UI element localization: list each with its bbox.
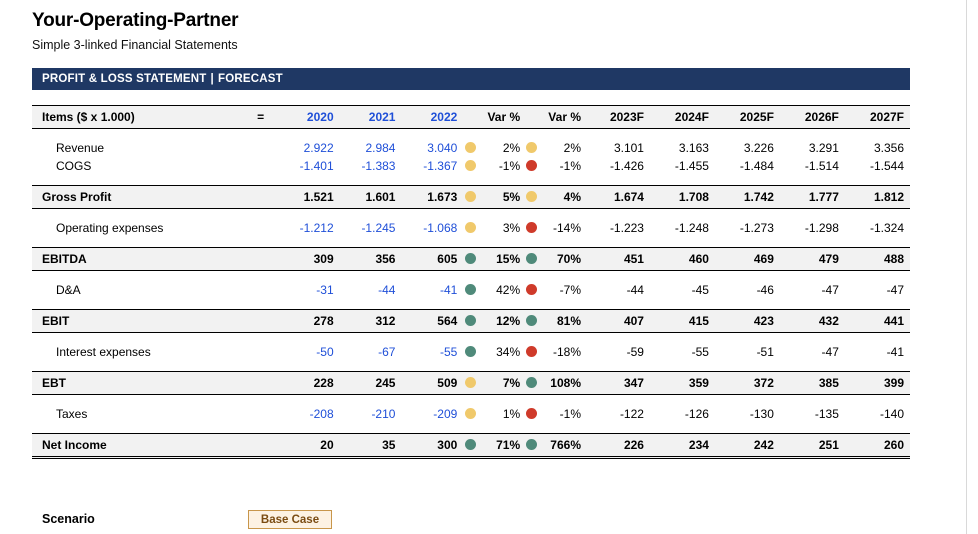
cell-2024f: 3.163 (678, 141, 709, 155)
cell-var1-status-dot (524, 281, 539, 299)
cell-2020: -1.212 (299, 221, 334, 235)
spacer-cell (32, 423, 780, 434)
cell-2026f: -47 (821, 345, 839, 359)
column-header-2022: 2022 (401, 106, 463, 129)
cell-var1: 5% (479, 186, 525, 209)
banner-separator: | (210, 73, 214, 85)
spacer-cell (32, 271, 780, 282)
row-equals-cell (243, 372, 277, 395)
cell-2022: 509 (401, 372, 463, 395)
cell-2026f: -135 (814, 407, 839, 421)
cell-var1-status-dot (524, 139, 539, 157)
table-row (32, 219, 910, 237)
cell-var1-status-dot (524, 434, 539, 458)
cell-var1: 1% (502, 407, 521, 421)
cell-2027f: -1.544 (869, 159, 904, 173)
cell-2022: 300 (401, 434, 463, 458)
cell-2024f: -55 (691, 345, 709, 359)
status-dot-green-icon (465, 315, 476, 326)
cell-2024f: 460 (650, 248, 715, 271)
cell-2020: -31 (316, 283, 334, 297)
column-header-2027f: 2027F (845, 106, 910, 129)
cell-2026f: 3.291 (808, 141, 839, 155)
cell-2022-status-dot (463, 372, 478, 395)
spacer-row (32, 129, 910, 140)
cell-2020: -208 (309, 407, 334, 421)
row-equals-cell (243, 248, 277, 271)
cell-2024f: 359 (650, 372, 715, 395)
cell-2026f: -1.298 (804, 221, 839, 235)
table-row (32, 372, 910, 395)
cell-2022-status-dot (463, 281, 478, 299)
cell-2026f: 1.777 (780, 186, 845, 209)
status-dot-green-icon (465, 439, 476, 450)
column-header-2026f: 2026F (780, 106, 845, 129)
cell-var2: 766% (539, 434, 585, 458)
status-dot-red-icon (526, 408, 537, 419)
table-row (32, 434, 910, 458)
cell-2022: -41 (439, 283, 458, 297)
status-dot-green-icon (526, 253, 537, 264)
cell-2026f: 385 (780, 372, 845, 395)
status-dot-green-icon (526, 377, 537, 388)
row-equals-cell (243, 157, 277, 175)
cell-2024f: -1.455 (674, 159, 709, 173)
cell-2025f: 242 (715, 434, 780, 458)
column-header-items: Items ($ x 1.000) (32, 106, 243, 129)
cell-2022: 605 (401, 248, 463, 271)
cell-2022-status-dot (463, 248, 478, 271)
cell-2020: 2.922 (303, 141, 334, 155)
banner-sub-label: FORECAST (217, 73, 283, 85)
cell-2022: -1.367 (423, 159, 458, 173)
cell-2021: -1.245 (361, 221, 396, 235)
cell-var1: 2% (502, 141, 521, 155)
cell-2020: 1.521 (278, 186, 340, 209)
cell-2020: 309 (278, 248, 340, 271)
status-dot-red-icon (526, 346, 537, 357)
table-header-row (32, 106, 910, 129)
scenario-label: Scenario (42, 512, 95, 526)
cell-2022-status-dot (463, 139, 478, 157)
cell-2023f: -1.426 (609, 159, 644, 173)
cell-var1-status-dot (524, 405, 539, 423)
cell-var1-status-dot (524, 310, 539, 333)
cell-var1-status-dot (524, 219, 539, 237)
column-header-equals: = (243, 106, 277, 129)
cell-var2: 2% (563, 141, 581, 155)
cell-2022-status-dot (463, 310, 478, 333)
cell-2023f: 347 (585, 372, 650, 395)
row-label: COGS (56, 159, 92, 173)
cell-2026f: -47 (821, 283, 839, 297)
cell-2024f: 1.708 (650, 186, 715, 209)
cell-2023f: -1.223 (609, 221, 644, 235)
spacer-row (32, 175, 910, 186)
status-dot-yellow-icon (465, 222, 476, 233)
cell-2021: 356 (340, 248, 402, 271)
row-label: Gross Profit (32, 186, 243, 209)
cell-2022-status-dot (463, 343, 478, 361)
cell-2024f: 415 (650, 310, 715, 333)
cell-var2: -14% (552, 221, 581, 235)
status-dot-yellow-icon (465, 191, 476, 202)
cell-2027f: -1.324 (869, 221, 904, 235)
column-header-2025f: 2025F (715, 106, 780, 129)
cell-var1: -1% (498, 159, 521, 173)
status-dot-yellow-icon (526, 191, 537, 202)
cell-2022-status-dot (463, 434, 478, 458)
table-row (32, 405, 910, 423)
cell-var2: -18% (552, 345, 581, 359)
cell-2023f: 451 (585, 248, 650, 271)
cell-2027f: -47 (886, 283, 904, 297)
cell-var1-status-dot (524, 157, 539, 175)
cell-2025f: 372 (715, 372, 780, 395)
cell-2027f: 260 (845, 434, 910, 458)
cell-2024f: -126 (684, 407, 709, 421)
cell-2020: 228 (278, 372, 340, 395)
spacer-cell (32, 361, 780, 372)
cell-2025f: -1.273 (739, 221, 774, 235)
row-label: EBIT (32, 310, 243, 333)
cell-var1: 15% (479, 248, 525, 271)
cell-2027f: 399 (845, 372, 910, 395)
status-dot-green-icon (465, 284, 476, 295)
column-header-dot-spacer (463, 106, 478, 129)
row-equals-cell (243, 343, 277, 361)
cell-2022: -55 (439, 345, 458, 359)
cell-var1: 12% (479, 310, 525, 333)
spacer-cell (32, 395, 780, 406)
spacer-row (32, 395, 910, 406)
status-dot-yellow-icon (465, 142, 476, 153)
cell-var1-status-dot (524, 248, 539, 271)
cell-2021: -210 (371, 407, 396, 421)
spacer-cell (32, 129, 780, 140)
cell-var1: 42% (496, 283, 521, 297)
table-row (32, 310, 910, 333)
cell-2025f: -1.484 (739, 159, 774, 173)
cell-2020: -1.401 (299, 159, 334, 173)
spacer-row (32, 209, 910, 220)
scenario-value: Base Case (260, 513, 320, 526)
cell-2021: 2.984 (365, 141, 396, 155)
cell-2025f: 3.226 (743, 141, 774, 155)
row-equals-cell (243, 186, 277, 209)
cell-2026f: 479 (780, 248, 845, 271)
status-dot-none-icon (465, 111, 476, 122)
cell-2021: 245 (340, 372, 402, 395)
cell-2020: 20 (278, 434, 340, 458)
cell-2024f: 234 (650, 434, 715, 458)
spacer-cell (32, 237, 780, 248)
section-banner (32, 68, 910, 90)
cell-var2: 108% (539, 372, 585, 395)
status-dot-red-icon (526, 284, 537, 295)
status-dot-yellow-icon (526, 142, 537, 153)
cell-2023f: -44 (626, 283, 644, 297)
table-row (32, 281, 910, 299)
cell-var1-status-dot (524, 372, 539, 395)
cell-2025f: 1.742 (715, 186, 780, 209)
spacer-row (32, 271, 910, 282)
cell-var1: 34% (496, 345, 521, 359)
table-row (32, 157, 910, 175)
right-margin-divider (966, 0, 978, 534)
cell-2022: -1.068 (423, 221, 458, 235)
cell-2027f: 3.356 (873, 141, 904, 155)
cell-var2: 70% (539, 248, 585, 271)
row-label: Net Income (32, 434, 243, 458)
row-equals-cell (243, 219, 277, 237)
spacer-row (32, 333, 910, 344)
status-dot-none-icon (526, 111, 537, 122)
cell-2023f: 407 (585, 310, 650, 333)
cell-2022: 564 (401, 310, 463, 333)
cell-2022-status-dot (463, 157, 478, 175)
row-equals-cell (243, 310, 277, 333)
cell-2025f: -46 (756, 283, 774, 297)
spacer-row (32, 299, 910, 310)
cell-var2: 81% (539, 310, 585, 333)
banner-main-label: PROFIT & LOSS STATEMENT (42, 73, 207, 85)
cell-2026f: 432 (780, 310, 845, 333)
cell-2023f: -59 (626, 345, 644, 359)
cell-var1-status-dot (524, 343, 539, 361)
cell-2023f: -122 (619, 407, 644, 421)
spacer-cell (32, 299, 780, 310)
row-label: Interest expenses (56, 345, 151, 359)
status-dot-green-icon (526, 315, 537, 326)
status-dot-red-icon (526, 160, 537, 171)
cell-2022: 1.673 (401, 186, 463, 209)
spacer-row (32, 237, 910, 248)
cell-2027f: 441 (845, 310, 910, 333)
status-dot-red-icon (526, 222, 537, 233)
row-equals-cell (243, 405, 277, 423)
spacer-row (32, 361, 910, 372)
cell-2021: -44 (378, 283, 396, 297)
cell-2025f: 469 (715, 248, 780, 271)
spacer-cell (32, 333, 780, 344)
status-dot-yellow-icon (465, 408, 476, 419)
cell-2027f: 488 (845, 248, 910, 271)
column-header-2024f: 2024F (650, 106, 715, 129)
row-label: Taxes (56, 407, 88, 421)
cell-2021: 1.601 (340, 186, 402, 209)
table-row (32, 343, 910, 361)
column-header-var2: Var % (539, 106, 585, 129)
status-dot-yellow-icon (465, 377, 476, 388)
row-label: EBITDA (32, 248, 243, 271)
table-row (32, 139, 910, 157)
status-dot-yellow-icon (465, 160, 476, 171)
row-label: Operating expenses (56, 221, 164, 235)
spacer-row (32, 423, 910, 434)
status-dot-green-icon (465, 253, 476, 264)
column-header-2021: 2021 (340, 106, 402, 129)
cell-2026f: 251 (780, 434, 845, 458)
cell-2023f: 1.674 (585, 186, 650, 209)
row-equals-cell (243, 434, 277, 458)
cell-2021: 35 (340, 434, 402, 458)
cell-2025f: -51 (756, 345, 774, 359)
page-subtitle: Simple 3-linked Financial Statements (32, 38, 238, 52)
table-row (32, 248, 910, 271)
row-equals-cell (243, 281, 277, 299)
cell-2022: -209 (433, 407, 458, 421)
cell-2022-status-dot (463, 219, 478, 237)
row-label: D&A (56, 283, 81, 297)
cell-var2: -1% (559, 407, 581, 421)
row-label: EBT (32, 372, 243, 395)
cell-2023f: 3.101 (613, 141, 644, 155)
column-header-dot-spacer-2 (524, 106, 539, 129)
status-dot-green-icon (465, 346, 476, 357)
cell-2020: 278 (278, 310, 340, 333)
pl-statement-table (32, 105, 910, 459)
cell-2027f: -140 (879, 407, 904, 421)
status-dot-green-icon (526, 439, 537, 450)
column-header-2020: 2020 (278, 106, 340, 129)
cell-2024f: -45 (691, 283, 709, 297)
table-row (32, 186, 910, 209)
column-header-2023f: 2023F (585, 106, 650, 129)
cell-2024f: -1.248 (674, 221, 709, 235)
cell-2022: 3.040 (427, 141, 458, 155)
spacer-cell (32, 209, 780, 220)
cell-2021: -1.383 (361, 159, 396, 173)
scenario-selector[interactable] (248, 510, 332, 529)
cell-var2: -7% (559, 283, 581, 297)
column-header-var1: Var % (479, 106, 525, 129)
spacer-cell (32, 175, 780, 186)
cell-var1: 3% (502, 221, 521, 235)
cell-2020: -50 (316, 345, 334, 359)
row-label: Revenue (56, 141, 105, 155)
cell-var2: 4% (539, 186, 585, 209)
cell-2022-status-dot (463, 186, 478, 209)
cell-2021: -67 (378, 345, 396, 359)
cell-2025f: 423 (715, 310, 780, 333)
cell-2023f: 226 (585, 434, 650, 458)
cell-2022-status-dot (463, 405, 478, 423)
cell-2027f: 1.812 (845, 186, 910, 209)
cell-2027f: -41 (886, 345, 904, 359)
cell-var1-status-dot (524, 186, 539, 209)
cell-2021: 312 (340, 310, 402, 333)
cell-2026f: -1.514 (804, 159, 839, 173)
row-equals-cell (243, 139, 277, 157)
cell-var1: 71% (479, 434, 525, 458)
cell-2025f: -130 (749, 407, 774, 421)
page-title: Your-Operating-Partner (32, 10, 239, 31)
cell-var2: -1% (559, 159, 581, 173)
cell-var1: 7% (479, 372, 525, 395)
